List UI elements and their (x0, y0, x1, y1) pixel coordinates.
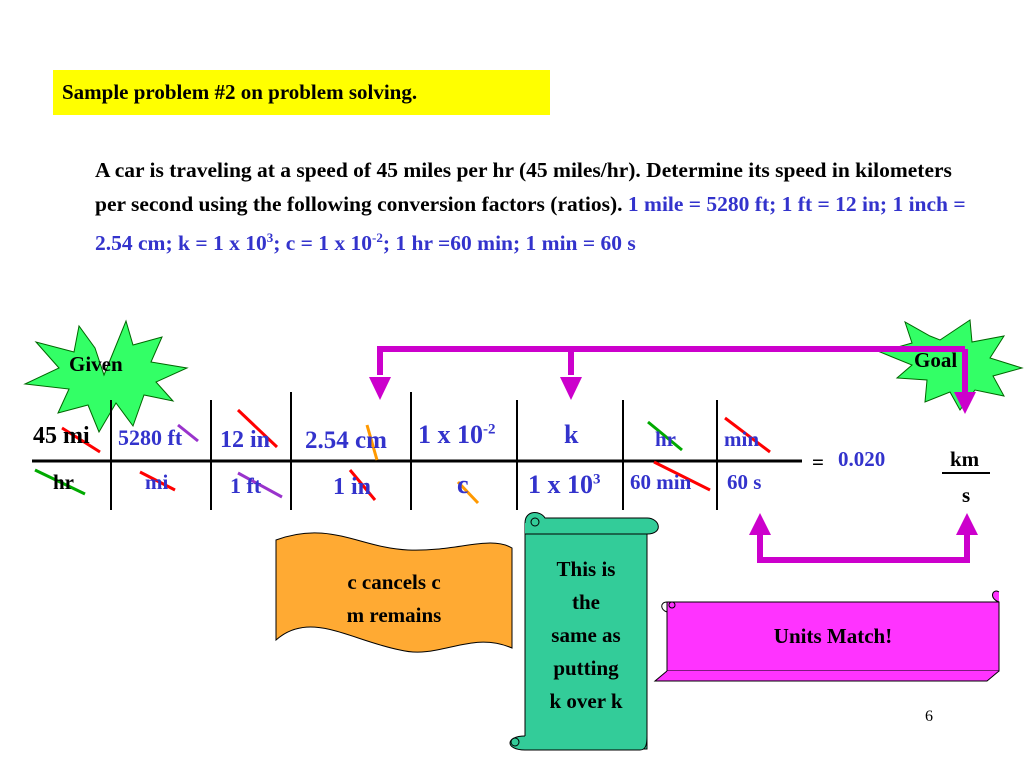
fraction-4-numerator (305, 427, 387, 455)
fraction-4-den-value: 1 (333, 474, 345, 500)
cancel-callout-line-2: m remains (346, 603, 442, 627)
fraction-8-den-value: 60 (727, 470, 748, 494)
fraction-8-denominator (727, 470, 761, 495)
answer-unit-numerator: km (950, 447, 980, 471)
fraction-2-num-value: 5280 (118, 425, 162, 450)
fraction-5-numerator (418, 420, 496, 450)
fraction-3-numerator (220, 427, 270, 454)
goal-bracket (380, 349, 965, 392)
fraction-4-denominator (333, 474, 371, 501)
scroll-line-4: putting (553, 656, 619, 680)
fraction-4-num-unit: cm (355, 427, 387, 454)
fraction-2-numerator (118, 425, 182, 451)
fraction-1-num-value: 45 (33, 423, 57, 449)
arrow-down-1 (369, 377, 391, 400)
fraction-6-den-value: 1 x 10 (528, 470, 593, 499)
arrow-down-2 (560, 377, 582, 400)
answer-value: 0.020 (838, 447, 886, 471)
fraction-7-numerator: hr (655, 427, 676, 451)
fraction-7-den-unit: min (656, 470, 692, 494)
answer-unit-denominator: s (962, 483, 971, 507)
fraction-3-num-unit: in (250, 427, 271, 453)
fraction-3-denominator (230, 473, 261, 499)
factors-exp-neg2: -2 (372, 230, 383, 245)
problem-text: A car is traveling at a speed of 45 miles per hr (45 miles/hr). Determine its speed in kilometers per second using the following conversion factors (ratios). (95, 158, 952, 216)
scroll-line-1: This is (556, 557, 616, 581)
fraction-4-num-value: 2.54 (305, 427, 349, 454)
fraction-3-den-unit: ft (246, 473, 262, 498)
factors-part-a: 1 mile = 5280 ft; 1 ft = 12 in; 1 inch = 2.54 cm; k = 1 x 10 (95, 192, 966, 256)
fraction-6-numerator: k (564, 420, 579, 449)
scroll-line-5: k over k (549, 689, 623, 713)
units-match-callout: Units Match! (773, 624, 893, 648)
fraction-2-num-unit: ft (167, 425, 183, 450)
units-match-bracket (760, 535, 967, 560)
column-separators (111, 392, 717, 510)
page-number: 6 (925, 708, 933, 725)
goal-label: Goal (914, 348, 958, 372)
fraction-5-num-value: 1 x 10 (418, 420, 483, 449)
cancel-callout-line-1: c cancels c (347, 570, 441, 594)
fraction-6-denominator (528, 470, 601, 500)
arrow-up-1 (749, 513, 771, 535)
fraction-3-num-value: 12 (220, 427, 244, 453)
scroll-line-3: same as (551, 623, 621, 647)
fraction-1-denominator: hr (53, 470, 74, 494)
fraction-5-num-exp: -2 (483, 421, 496, 438)
given-label: Given (69, 352, 123, 376)
fraction-1-num-unit: mi (63, 423, 90, 449)
fraction-1-numerator (33, 423, 90, 450)
fraction-7-denominator (630, 470, 691, 495)
equals-sign: = (812, 450, 824, 474)
fraction-8-numerator: min (724, 427, 760, 451)
slide-title-text: Sample problem #2 on problem solving. (62, 80, 418, 104)
fraction-2-denominator: mi (145, 470, 169, 494)
fraction-3-den-value: 1 (230, 473, 241, 498)
scroll-line-2: the (572, 590, 600, 614)
fraction-5-denominator: c (457, 470, 469, 499)
fraction-4-den-unit: in (351, 474, 372, 500)
fraction-6-den-exp: 3 (593, 471, 601, 488)
factors-part-c: ; 1 hr =60 min; 1 min = 60 s (382, 231, 636, 256)
fraction-7-den-value: 60 (630, 470, 651, 494)
arrow-up-2 (956, 513, 978, 535)
factors-exp-3: 3 (266, 230, 274, 245)
factors-part-b: ; c = 1 x 10 (273, 231, 373, 256)
scroll-callout (527, 553, 645, 718)
cancel-callout (286, 566, 502, 632)
fraction-8-den-unit: s (753, 470, 762, 494)
